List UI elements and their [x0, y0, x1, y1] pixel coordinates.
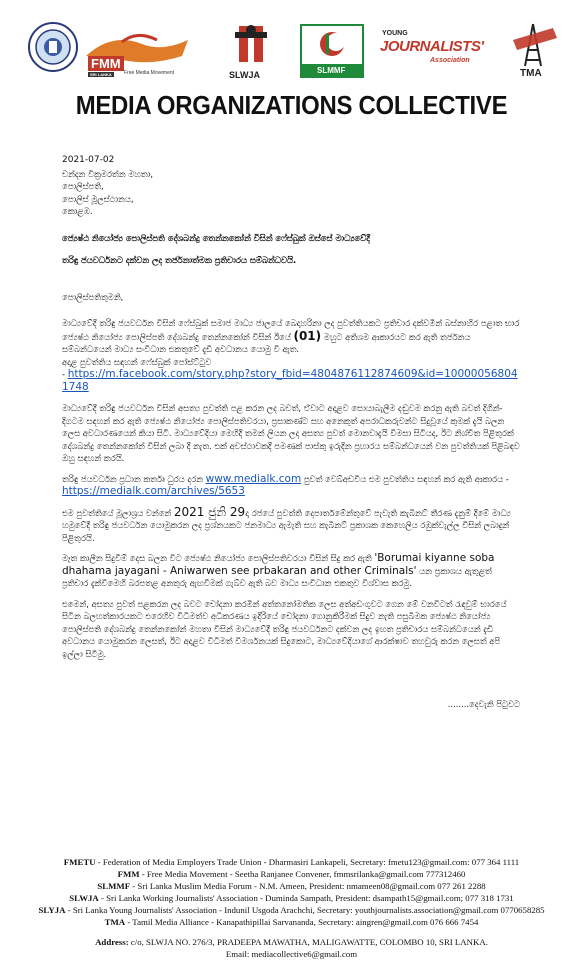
salutation: පොලිස්පතිතුමනි,	[62, 291, 124, 302]
slmmf-abbr: SLMMF	[317, 66, 346, 75]
paragraph-4-date: 2021 ජුනි 29	[173, 504, 246, 519]
footer-abbr: SLMMF	[97, 881, 131, 891]
footer-line	[20, 868, 563, 880]
letter-body	[62, 154, 520, 711]
slwja-logo	[225, 22, 277, 84]
medialk-article-link[interactable]: https://medialk.com/archives/5653	[62, 485, 245, 497]
slwja-abbr: SLWJA	[229, 70, 261, 80]
fmm-name: Free Media Movement	[124, 70, 175, 76]
paragraph-5-quote: 'Borumai kiyanne soba dhahama jayagani - Aniwarwen see prbakaran and other Criminals'	[62, 552, 495, 577]
footer-text: - Federation of Media Employers Trade Union - Dharmasiri Lankapeli, Secretary: fmetu123@gmail.com: 077 364 1111	[95, 857, 520, 867]
address-text: c/o, SLWJA NO. 276/3, PRADEEPA MAWATHA, MALIGAWATTE, COLOMBO 10, SRI LANKA.	[128, 937, 488, 947]
slyja-journalists: JOURNALISTS'	[380, 38, 484, 55]
footer-abbr: FMM	[117, 869, 140, 879]
footer-text: - Sri Lanka Muslim Media Forum - N.M. Ameen, President: nmameen08@gmail.com 077 261 2288	[130, 881, 486, 891]
footer-text: - Tamil Media Alliance - Kanapathipillai Sarvananda, Secretary: aingren@gmail.com 076 666 7454	[125, 917, 479, 927]
footer-line	[20, 892, 563, 904]
footer-line	[20, 916, 563, 928]
paragraph-5-text: මෑත කාලීන සිදුවීම් දෙස බලන විට ජ්‍යෙෂ්ඨ නියෝජ්‍ය පොලිස්පතිවරයා විසින් සිදු කර ඇති	[62, 553, 372, 563]
logo-bar	[0, 0, 583, 88]
tma-abbr: TMA	[520, 68, 542, 79]
footer-text: - Free Media Movement - Seetha Ranjanee Convener, fmmsrilanka@gmail.com 777312460	[139, 869, 466, 879]
facebook-post-link[interactable]: https://m.facebook.com/story.php?story_fbid=4804876112874609&id=100000568041748	[62, 368, 518, 393]
footer-email: Email: mediacollective6@gmail.com	[225, 949, 358, 959]
paragraph-2: මාධ්‍යවේදී තරිඳු ජයවර්ධන විසින් අසත්‍ය පුවත්ති පළ කරන ලද බවත්, ඒවාට අදාළව සොයාබැලීම දඬුවම කරනු ඇති බවත් දිගින්-දිගටම සඳහන් කර ඇති ජ්‍යෙෂ්ඨ නියෝජ්‍ය පොලිස්පතිවරයා, ප්‍රසාකණ්ට සහ අනෙකුත් අපරාධකරුවන්ට සිදුවූයේ කුමක් දැයි බලන ලෙස අවධාරණයෙන් කියා සිටී. මාධ්‍යවේදියා මෙහිදී තමන් ලියන ලද අසත්‍ය පුවත් මොනවාදැයි විමසා සිටියද, ඊට නිශ්චිත පිළිතුරක් දේශබන්දු තෙන්නකෝන් විසින් ලබා දී නැත. එක් අවස්ථාවකදී පමණක් පාස්කු ඉරුදින ප්‍රහාරය සම්බන්ධයෙන් වන පුවත්තියක් පිළිබඳව ඔහු සඳහන් කරයි.	[62, 403, 520, 463]
paragraph-4-text-b: දා රජයේ පුවත්ති දෙපාර්තමේන්තුවේ පැවැති කැබිනට් තීරණ දැනුම් දීමේ මාධ්‍ය හමුවේදී තරිඳු ජයවර්ධන යොමුකරන ලද ප්‍රශ්නයකට ජනමාධ්‍ය ඇමැති සහ කැබිනට් ප්‍රකාශක කෙහෙලිය රඹුක්වැල්ල විසින් ලබාදුන් පිළිතුරයි.	[62, 507, 511, 543]
footer-line	[20, 880, 563, 892]
paragraph-5	[62, 552, 520, 590]
addressee-line: පොලිස්පති,	[62, 181, 104, 191]
paragraph-1-text: මාධ්‍යවේදී තරිඳු ජයවර්ධන විසින් ෆේස්බුක් සමාජ මාධ්‍ය ජාලයේ බෙදාහරිනා ලද පුවත්තියකට ප්‍රතිචාර දක්වමින් බස්නාහිර පළාත භාර ජ්‍යෙෂ්ඨ නියෝජ්‍ය පොලිස්පති දේශබන්දු තෙන්නකෝන් විසින් ඊයේ	[62, 318, 520, 342]
paragraph-6: එමෙන්, අසත්‍ය පුවත් පළකරන ලද බවට චෝදනා කරමින් අත්තනෝමතික ලෙස අත්අඩංගුවට ගෙන මේ වනවිටත් රැඳවුම් භාරයේ සිටින බලහත්කාරයකට එරෙහිව විධිමත්ව අධිකරණය ඉදිරියේ චෝදනා ගොනුකිරීමක් සිදුව නැති පසුබිමක ජ්‍යෙෂ්ඨ නියෝජ්‍ය පොලිස්පති දේශබන්දු තෙන්නකෝන් මහතා විසින් මාධ්‍යවේදී තරිඳු ජයවර්ධනට දක්වන ලද ඉහත ප්‍රතිචාරය සම්බන්ධයෙන් දැඩි අවධානය යොමුකරන ලෙසත්, ඊට අදාළව විධිමත් විමර්ශනයක් සිදුකොට, මාධ්‍යවේදියාගේ ආරක්ෂාව තහවුරු කරන ලෙසත් අපි ඉල්ලා සිටිමු.	[62, 598, 507, 659]
post-label: අදාළ පුවත්තිය සඳහන් ෆේස්බුක් පෝස්ට්ටුව	[62, 356, 212, 367]
paragraph-4	[62, 506, 520, 545]
slyja-logo	[380, 26, 490, 76]
footer-abbr: SLYJA	[38, 905, 66, 915]
paragraph-3-text: තරිඳු ජයවර්ධන ප්‍රධාන කර්තෘ ධුරය දරන	[62, 473, 203, 484]
slmmf-logo	[300, 24, 364, 78]
fmetu-logo	[28, 22, 78, 72]
paragraph-4-text: එම පුවත්තියේ මූලාශ්‍රය වන්නේ	[62, 507, 172, 518]
footer-line	[20, 856, 563, 868]
slyja-young: YOUNG	[382, 30, 408, 37]
paragraph-1-number: (01)	[293, 328, 322, 343]
paragraph-5-text-b: යන ප්‍රකාශය ඇතුළත් ප්‍රතිචාර දැක්වීමෙහි බරපතළ අනතුරු ඇඟවීමක් ගැබ්ව ඇති බව මාධ්‍ය සංවිධාන එකතුව විශ්වාස කරමු.	[62, 565, 492, 588]
paragraph-1-rest: මහුට අතිශම ආකාරයට කර ඇති තර්ජනය සම්බන්ධයෙන් මාධ්‍ය සංවිධාන එකතුවේ දැඩි අවධානය යොමු වී ඇත.	[62, 331, 471, 354]
fmm-abbr: FMM	[88, 56, 124, 71]
footer-abbr: TMA	[104, 917, 126, 927]
footer-address	[20, 936, 563, 948]
address-label: Address:	[95, 937, 129, 947]
footer-text: - Sri Lanka Working Journalists' Association - Duminda Sampath, President: dsampath15@gmail.com; 077 318 1731	[98, 893, 514, 903]
medialk-site-link[interactable]: www.medialk.com	[205, 472, 302, 485]
paragraph-1: මාධ්‍යවේදී තරිඳු ජයවර්ධන විසින් ෆේස්බුක් සමාජ මාධ්‍ය ජාලයේ බෙදාහරිනා ලද පුවත්තියකට ප්‍රතිචාර දක්වමින් බස්නාහිර පළාත භාර ජ්‍යෙෂ්ඨ නියෝජ්‍ය පොලිස්පති දේශබන්දු තෙන්නකෝන් විසින් ඊයේ (01) මහුට අතිශම ආකාරයට කර ඇති තර්ජනය සම්බන්ධයෙන් මාධ්‍ය සංවිධාන එකතුවේ දැඩි අවධානය යොමු වී ඇත. අදාළ පුවත්තිය සඳහන් ෆේස්බුක් පෝස්ට්ටුව - https://m.facebook.com/story.php?story_fbid=4804876112874609&id=100000568041748	[62, 318, 520, 393]
addressee-line: කොළඹ.	[62, 206, 93, 216]
subject-line-2: තරිඳු ජයවර්ධනට දක්වන ලද තර්ජනාත්මක ප්‍රතිචාරය සම්බන්ධවයි.	[62, 255, 297, 265]
addressee-line: පොලිස් මූලස්ථානය,	[62, 193, 134, 204]
addressee-block	[62, 168, 520, 218]
addressee-line: චන්දන වික්‍රමරත්න මහතා,	[62, 168, 153, 179]
footer-abbr: SLWJA	[69, 893, 99, 903]
letter-date: 2021-07-02	[62, 155, 115, 165]
fmm-logo	[82, 26, 192, 80]
footer	[20, 856, 563, 960]
paragraph-3-text-b: පුවත් වෙබ්අඩවිය එම පුවත්තිය සඳහන් කර ඇති ආකාරය -	[303, 473, 509, 484]
continued-note: ........දෙවැනි පිටුවට	[447, 699, 520, 709]
footer-abbr: FMETU	[63, 857, 96, 867]
tma-logo	[505, 20, 561, 86]
slyja-association: Association	[430, 57, 470, 64]
footer-text: - Sri Lanka Young Journalists' Association - Indunil Usgoda Arachchi, Secretary: youthjournalists.association@gmail.com 0770658285	[65, 905, 545, 915]
subject-line-1: ජ්‍යෙෂ්ඨ නියෝජ්‍ය පොලිස්පති දේශබන්දු තෙන්නකෝන් විසින් ෆේස්බුක් ඔස්සේ මාධ්‍යවේදී	[62, 232, 370, 243]
footer-line	[20, 904, 563, 916]
fmm-country: SRI LANKA	[90, 72, 112, 77]
page-title: MEDIA ORGANIZATIONS COLLECTIVE	[75, 90, 508, 120]
paragraph-3	[62, 473, 520, 498]
